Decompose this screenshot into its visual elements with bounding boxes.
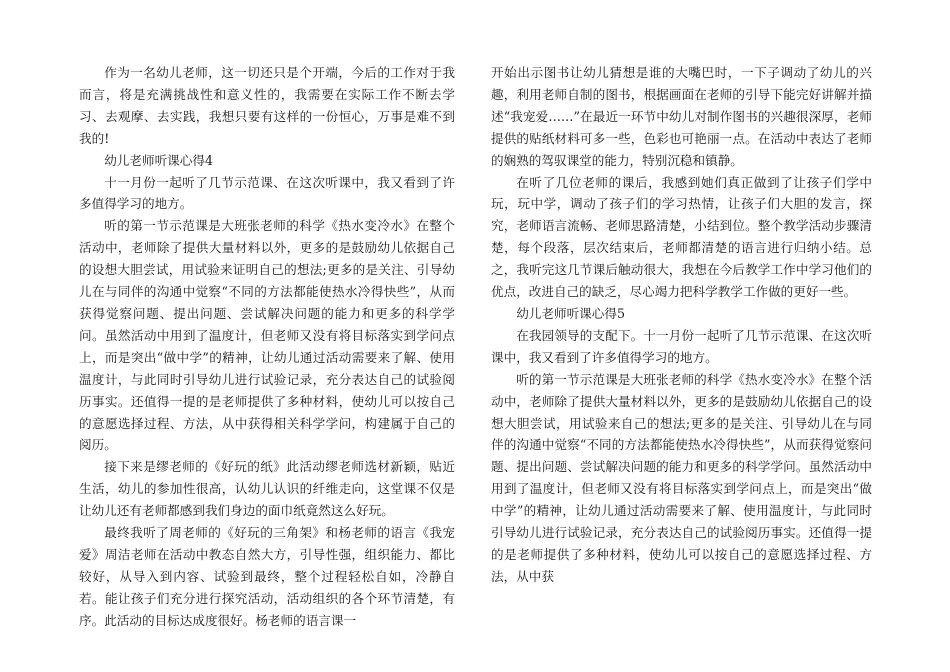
left-column bbox=[79, 62, 455, 632]
left-paragraph-1: 作为一名幼儿老师，这一切还只是个开端，今后的工作对于我而言，将是充满挑战性和意义性的，我需要在实际工作不断去学习、去观摩、去实践，我想只要有这样的一份恒心，万事是难不到我的! bbox=[79, 65, 455, 146]
right-heading-5: 幼儿老师听课心得5 bbox=[516, 305, 625, 321]
right-paragraph-1: 在听了几位老师的课后，我感到她们真正做到了让孩子们学中玩，玩中学，调动了孩子们的学习热情，让孩子们大胆的发言，探究，老师语言流畅、老师思路清楚，小结到位。整个教学活动步骤清楚，每个段落，层次结束后，老师都清楚的语言进行归纳小结。总之，我听完这几节课后触动很大，我想在今后教学工作中学习他们的优点，改进自己的缺乏，尽心竭力把科学教学工作做的更好一些。 bbox=[491, 174, 872, 300]
left-paragraph-4: 接下来是缪老师的《好玩的纸》此活动缪老师选材新颖，贴近生活，幼儿的参加性很高，认幼儿认识的纤维走向，这堂课不仅是让幼儿还有老师都感到我们身边的面巾纸竟然这么好玩。 bbox=[79, 459, 455, 519]
left-paragraph-5: 最终我听了周老师的《好玩的三角架》和杨老师的语言《我宠爱》周洁老师在活动中教态自然大方，引导性强，组织能力、都比较好，从导入到内容、试验到最终，整个过程轻松自如，冷静自若。能让孩子们充分进行探究活动，活动组织的各个环节清楚，有序。此活动的目标达成度很好。杨老师的语言课一 bbox=[79, 525, 455, 628]
right-paragraph-2: 在我园领导的支配下。十一月份一起听了几节示范课、在这次听课中，我又看到了许多值得学习的地方。 bbox=[491, 327, 872, 365]
left-paragraph-3: 听的第一节示范课是大班张老师的科学《热水变冷水》在整个活动中，老师除了提供大量材料以外，更多的是鼓励幼儿依据自己的设想大胆尝试，用试验来证明自己的想法;更多的是关注、引导幼儿在与同伴的沟通中觉察“不同的方法都能使热水冷得快些”，从而获得觉察问题、提出问题、尝试解决问题的能力和更多的科学学问。虽然活动中用到了温度计，但老师又没有将目标落实到学问点上，而是突出“做中学”的精神，让幼儿通过活动需要来了解、使用温度计，与此同时引导幼儿进行试验记录，充分表达自己的试验阅历事实。还值得一提的是老师提供了多种材料，使幼儿可以按自己的意愿选择过程、方法，从中获得相关科学学问，构建属于自己的阅历。 bbox=[79, 218, 455, 453]
right-paragraph-3: 听的第一节示范课是大班张老师的科学《热水变冷水》在整个活动中，老师除了提供大量材料以外，更多的是鼓励幼儿依据自己的设想大胆尝试，用试验来自己的想法;更多的是关注、引导幼儿在与同伴的沟通中觉察“不同的方法都能使热水冷得快些”，从而获得觉察问题、提出问题、尝试解决问题的能力和更多的科学学问。虽然活动中用到了温度计，但老师又没有将目标落实到学问点上，而是突出“做中学”的精神，让幼儿通过活动需要来了解、使用温度计，与此同时引导幼儿进行试验记录，充分表达自己的试验阅历事实。还值得一提的是老师提供了多种材料，使幼儿可以按自己的意愿选择过程、方法，从中获 bbox=[491, 371, 872, 584]
right-paragraph-continued: 开始出示图书让幼儿猜想是谁的大嘴巴时，一下子调动了幼儿的兴趣，利用老师自制的图书，根据画面在老师的引导下能完好讲解并描述“我宠爱……”在最近一环节中幼儿对制作图书的兴趣很深厚，老师提供的贴纸材料可多一些，色彩也可艳丽一点。在活动中表达了老师的娴熟的驾驭课堂的能力，特别沉稳和镇静。 bbox=[491, 65, 872, 168]
right-column bbox=[491, 62, 872, 588]
left-heading-4: 幼儿老师听课心得4 bbox=[104, 152, 213, 168]
left-paragraph-2: 十一月份一起听了几节示范课、在这次听课中，我又看到了许多值得学习的地方。 bbox=[79, 174, 455, 212]
